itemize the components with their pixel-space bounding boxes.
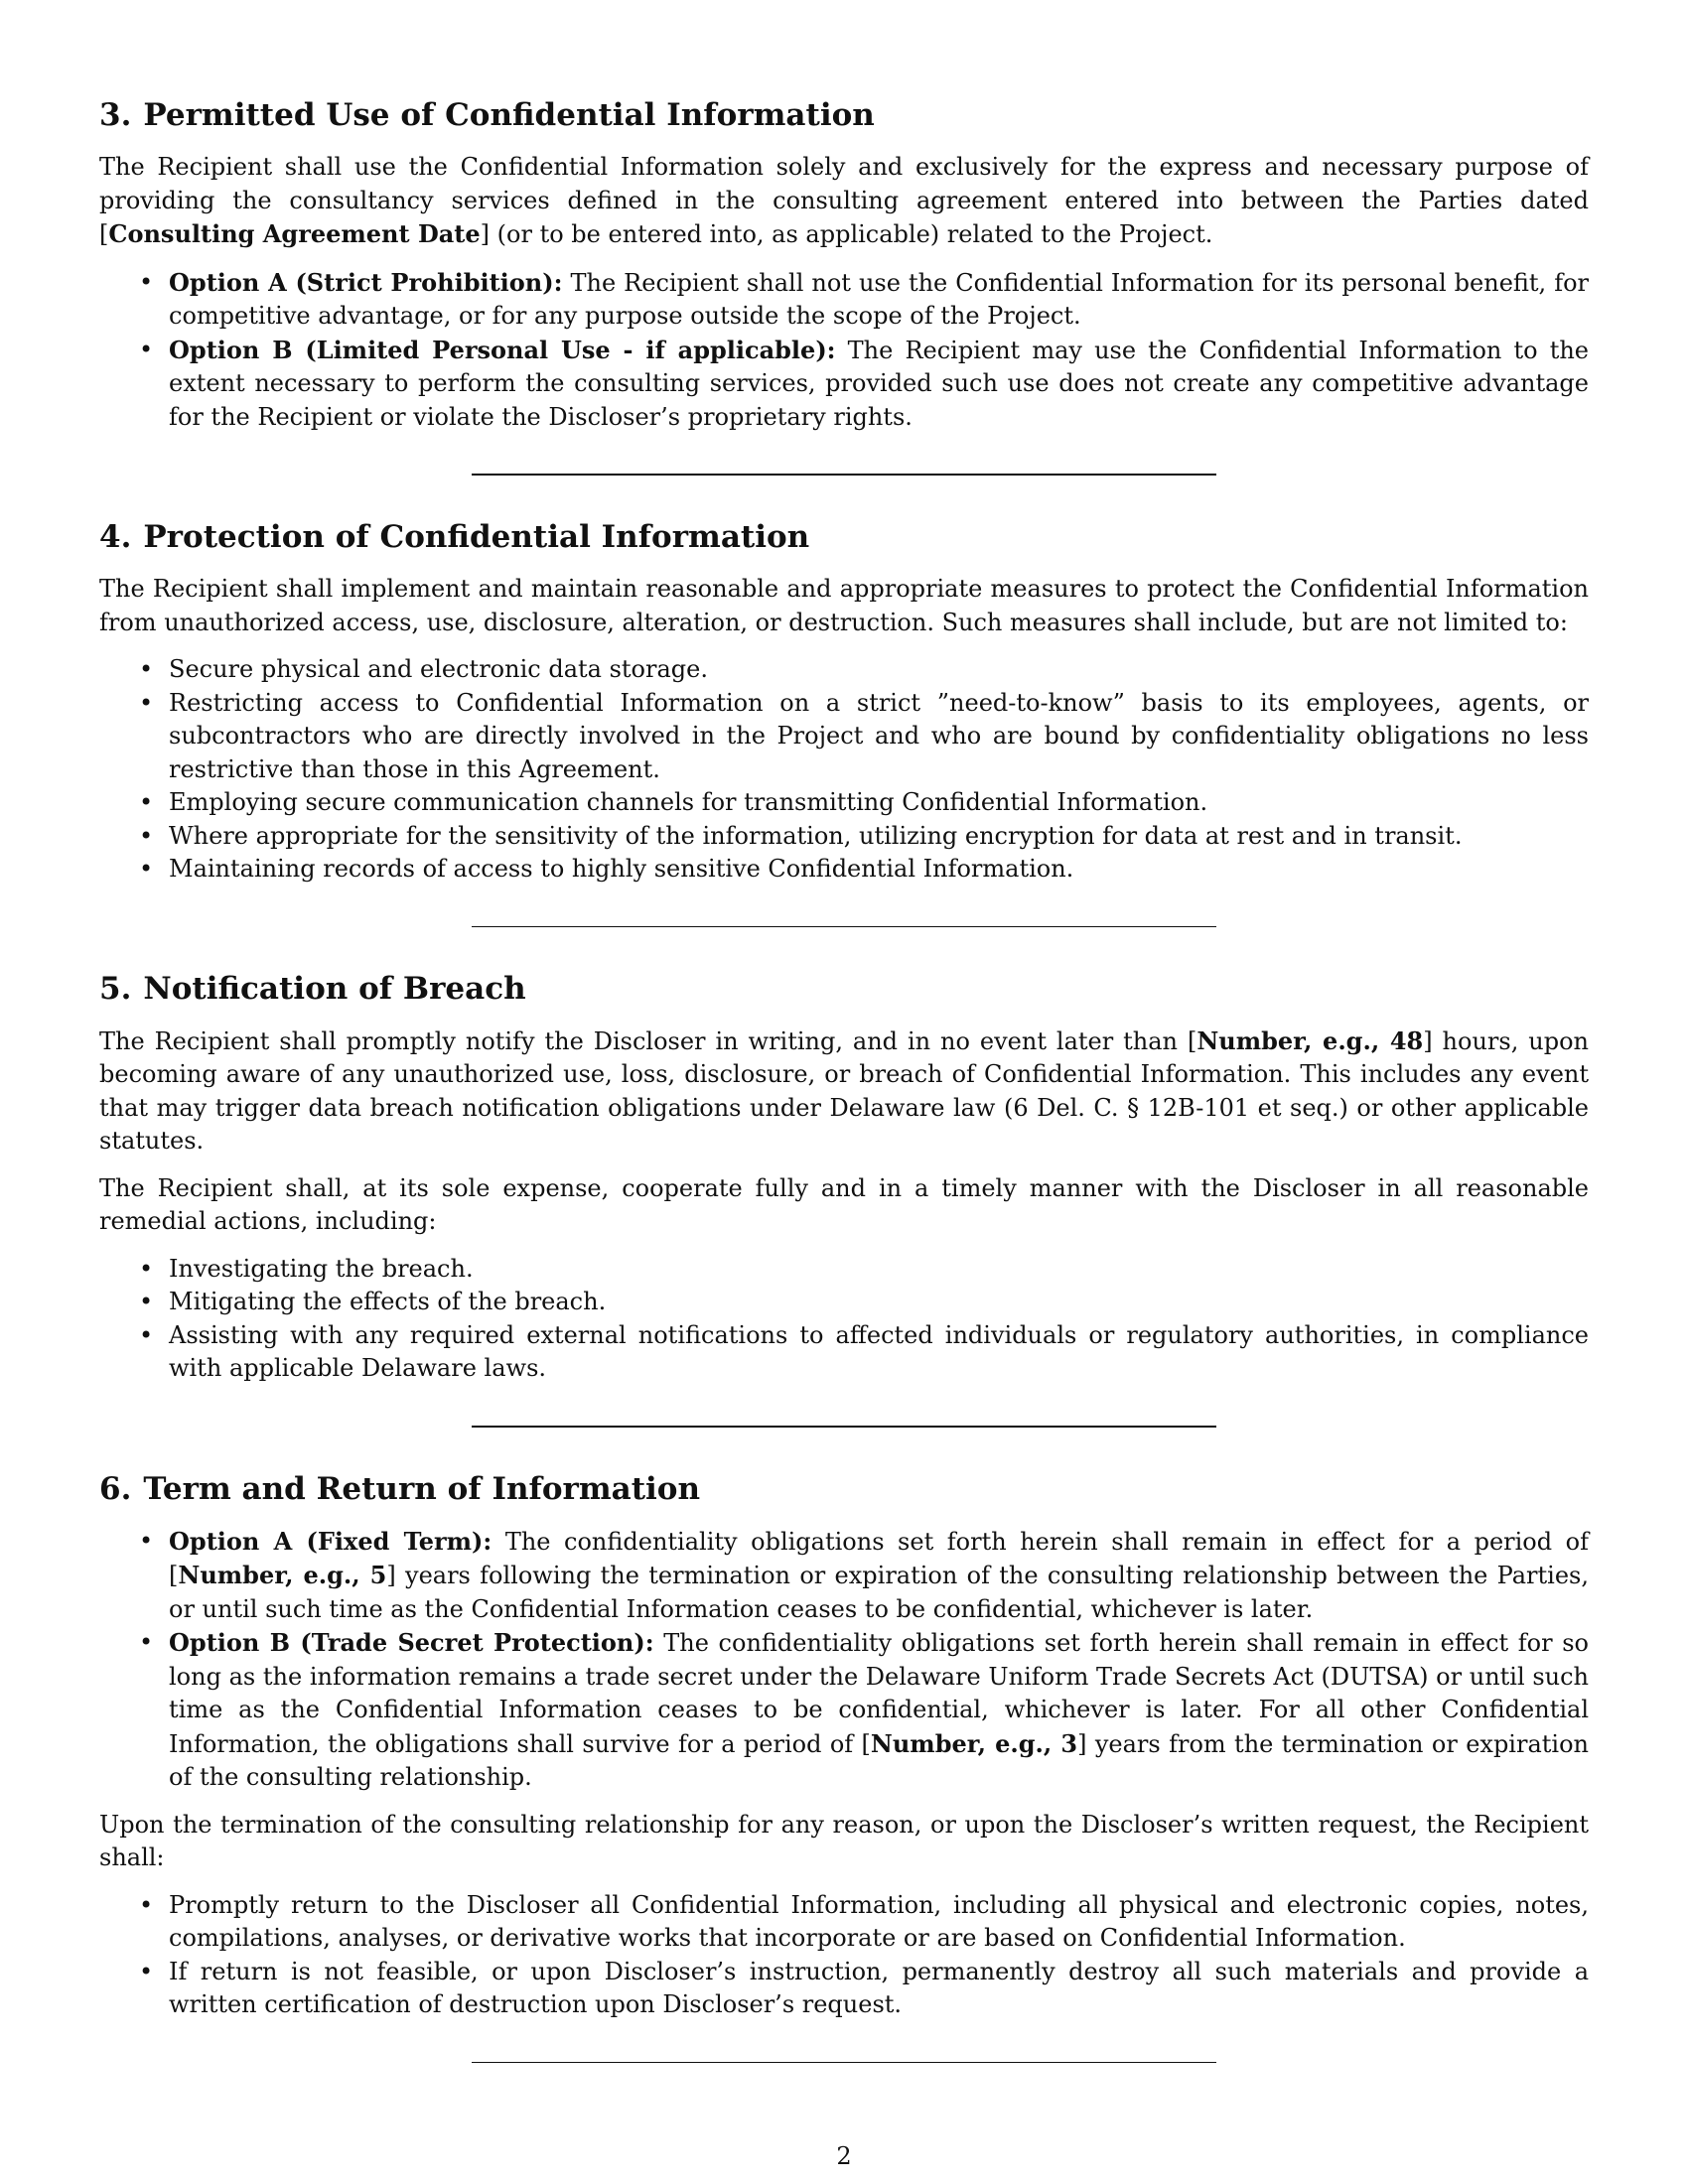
section-title: Protection of Confidential Information bbox=[143, 519, 810, 555]
section-title: Permitted Use of Confidential Information bbox=[143, 97, 875, 133]
placeholder-field: Consulting Agreement Date bbox=[108, 219, 481, 248]
section-number: 4. bbox=[99, 519, 132, 555]
text-run: ] (or to be entered into, as applicable) related to the Project. bbox=[480, 220, 1213, 248]
section-heading bbox=[99, 517, 1589, 557]
list-item: • Promptly return to the Discloser all Confidential Information, including all physical and electronic copies, notes, compilations, analyses, or derivative works that incorporate or are based on Confidential Information. bbox=[99, 1889, 1589, 1956]
list-item: • Maintaining records of access to highly sensitive Confidential Information. bbox=[99, 853, 1589, 887]
options-list bbox=[99, 266, 1589, 435]
section-number: 6. bbox=[99, 1470, 132, 1507]
text-run: ] years from the termination or expiration of the consulting relationship. bbox=[169, 1729, 1589, 1791]
section-heading bbox=[99, 969, 1589, 1009]
text-run: The Recipient shall use the Confidential Information solely and exclusively for the express and necessary purpose of providing the consultancy services defined in the consulting agreement entered into between the Parties dated [ bbox=[99, 153, 1589, 248]
bullet-list bbox=[99, 1889, 1589, 2022]
text-run: ] years following the termination or expiration of the consulting relationship between the Parties, or until such time as the Confidential Information ceases to be confidential, whichever is later. bbox=[169, 1562, 1589, 1623]
text-run: The confidentiality obligations set forth herein shall remain in effect for a period of [ bbox=[169, 1527, 1589, 1589]
list-item: • Assisting with any required external notifications to affected individuals or regulatory authorities, in compliance with applicable Delaware laws. bbox=[99, 1319, 1589, 1386]
option-text: The Recipient may use the Confidential Information to the extent necessary to perform the consulting services, provided such use does not create any competitive advantage for the Recipient or violate the Discloser’s proprietary rights. bbox=[169, 336, 1590, 431]
list-item: • Employing secure communication channels for transmitting Confidential Information. bbox=[99, 786, 1589, 820]
section-5 bbox=[99, 969, 1589, 1386]
bullet-list bbox=[99, 1253, 1589, 1386]
list-item bbox=[99, 1525, 1589, 1627]
list-item: • Restricting access to Confidential Information on a strict ”need-to-know” basis to its employees, agents, or subcontractors who are directly involved in the Project and who are bound by confidentiality obligations no less restrictive than those in this Agreement. bbox=[99, 687, 1589, 787]
section-6 bbox=[99, 1469, 1589, 2022]
section-heading bbox=[99, 95, 1589, 135]
section-number: 5. bbox=[99, 970, 132, 1007]
bullet-list bbox=[99, 653, 1589, 887]
section-divider bbox=[472, 2062, 1216, 2063]
section-divider bbox=[472, 474, 1216, 476]
paragraph: The Recipient shall implement and maintain reasonable and appropriate measures to protect the Confidential Information from unauthorized access, use, disclosure, alteration, or destruction. Such measures shall include, but are not limited to: bbox=[99, 575, 1589, 636]
section-title: Term and Return of Information bbox=[143, 1470, 701, 1507]
text-run: ] hours, upon becoming aware of any unauthorized use, loss, disclosure, or breach of Confidential Information. This includes any event that may trigger data breach notification obligations under Delaware law (6 Del. C. § 12B-101 et seq.) or other applicable statutes. bbox=[99, 1026, 1589, 1155]
section-3 bbox=[99, 95, 1589, 434]
placeholder-field: Number, e.g., 3 bbox=[870, 1728, 1078, 1758]
list-item: • Secure physical and electronic data storage. bbox=[99, 653, 1589, 687]
section-divider bbox=[472, 926, 1216, 927]
text-run: The Recipient shall promptly notify the Discloser in writing, and in no event later than [ bbox=[99, 1026, 1197, 1055]
section-4 bbox=[99, 517, 1589, 887]
section-heading bbox=[99, 1469, 1589, 1509]
paragraph bbox=[99, 151, 1589, 252]
list-item bbox=[99, 266, 1589, 334]
paragraph bbox=[99, 1024, 1589, 1159]
list-item: • Where appropriate for the sensitivity of the information, utilizing encryption for data at rest and in transit. bbox=[99, 820, 1589, 854]
option-label: Option A (Strict Prohibition): bbox=[169, 267, 563, 297]
paragraph: Upon the termination of the consulting relationship for any reason, or upon the Discloser’s written request, the Recipient shall: bbox=[99, 1810, 1589, 1871]
options-list bbox=[99, 1525, 1589, 1795]
section-divider bbox=[472, 1426, 1216, 1428]
option-text: The Recipient shall not use the Confidential Information for its personal benefit, for competitive advantage, or for any purpose outside the scope of the Project. bbox=[169, 268, 1590, 330]
text-run: The confidentiality obligations set forth herein shall remain in effect for so long as the information remains a trade secret under the Delaware Uniform Trade Secrets Act (DUTSA) or until such time as the Confidential Information ceases to be confidential, whichever is later. For all other Confidential Information, the obligations shall survive for a period of [ bbox=[169, 1629, 1590, 1758]
placeholder-field: Number, e.g., 5 bbox=[178, 1561, 387, 1589]
section-number: 3. bbox=[99, 97, 132, 133]
list-item: • If return is not feasible, or upon Discloser’s instruction, permanently destroy all such materials and provide a written certification of destruction upon Discloser’s request. bbox=[99, 1956, 1589, 2022]
list-item bbox=[99, 1626, 1589, 1795]
list-item bbox=[99, 334, 1589, 435]
placeholder-field: Number, e.g., 48 bbox=[1196, 1025, 1424, 1055]
section-title: Notification of Breach bbox=[143, 970, 526, 1007]
option-label: Option B (Limited Personal Use - if applicable): bbox=[169, 335, 836, 364]
paragraph: The Recipient shall, at its sole expense, cooperate fully and in a timely manner with the Discloser in all reasonable remedial actions, including: bbox=[99, 1173, 1589, 1235]
document-page bbox=[99, 95, 1589, 2105]
list-item: • Mitigating the effects of the breach. bbox=[99, 1286, 1589, 1319]
list-item: • Investigating the breach. bbox=[99, 1253, 1589, 1287]
option-label: Option B (Trade Secret Protection): bbox=[169, 1628, 654, 1657]
option-label: Option A (Fixed Term): bbox=[169, 1526, 492, 1556]
page-number: 2 bbox=[836, 2142, 852, 2170]
